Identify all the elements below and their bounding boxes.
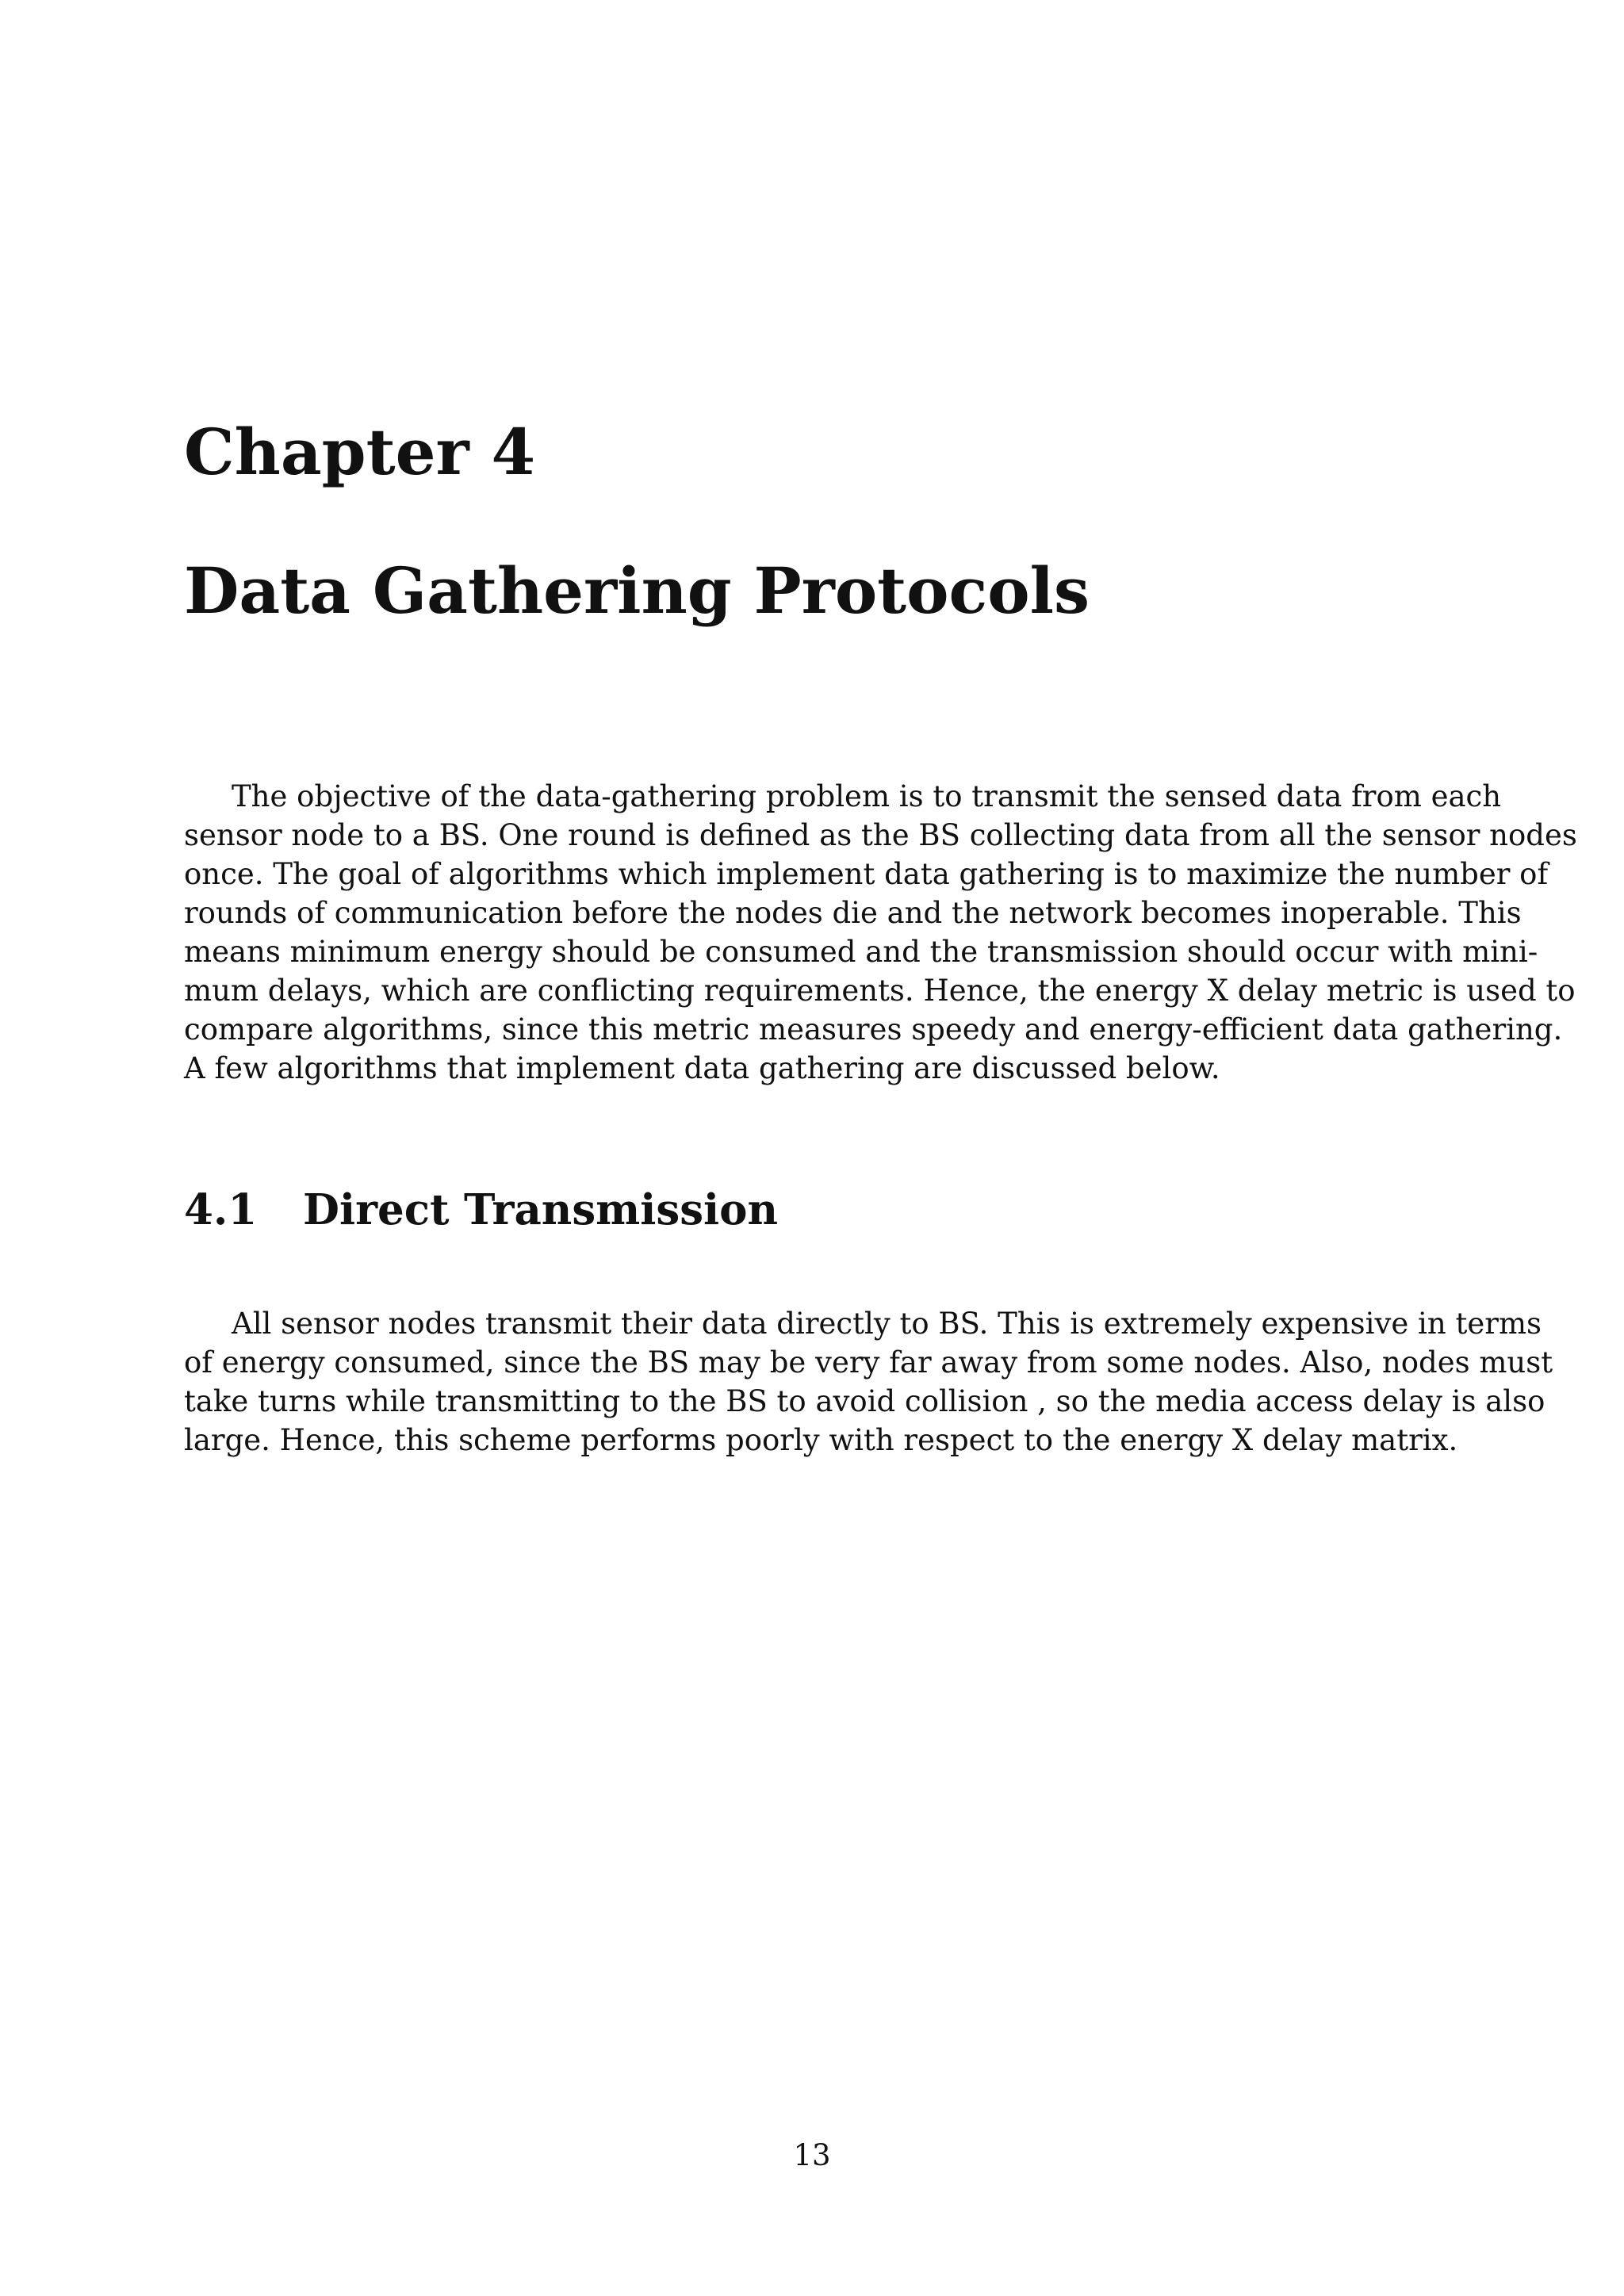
intro-line: rounds of communication before the nodes die and the network becomes inoperable. This — [184, 896, 1522, 930]
intro-line: sensor node to a BS. One round is defined as the BS collecting data from all the sensor nodes — [184, 818, 1577, 852]
intro-paragraph — [184, 777, 1577, 1088]
chapter-label: Chapter 4 — [184, 415, 536, 489]
section-title: Direct Transmission — [303, 1185, 779, 1234]
page-number: 13 — [793, 2138, 831, 2172]
intro-line: A few algorithms that implement data gathering are discussed below. — [184, 1051, 1220, 1085]
intro-line: compare algorithms, since this metric measures speedy and energy-efficient data gathering. — [184, 1012, 1563, 1047]
section-line: take turns while transmitting to the BS to avoid collision , so the media access delay is also — [184, 1384, 1545, 1418]
intro-line: means minimum energy should be consumed and the transmission should occur with mini- — [184, 935, 1538, 969]
intro-line: once. The goal of algorithms which implement data gathering is to maximize the number of — [184, 857, 1549, 891]
section-line: large. Hence, this scheme performs poorly with respect to the energy X delay matrix. — [184, 1423, 1458, 1457]
section-heading — [184, 1185, 779, 1234]
intro-line: mum delays, which are conflicting requirements. Hence, the energy X delay metric is used to — [184, 974, 1576, 1008]
section-line: of energy consumed, since the BS may be very far away from some nodes. Also, nodes must — [184, 1345, 1553, 1380]
section-paragraph — [184, 1304, 1553, 1460]
chapter-title: Data Gathering Protocols — [184, 553, 1090, 628]
section-line: All sensor nodes transmit their data directly to BS. This is extremely expensive in terms — [232, 1307, 1542, 1341]
intro-line: The objective of the data-gathering problem is to transmit the sensed data from each — [232, 779, 1502, 813]
section-number: 4.1 — [184, 1185, 258, 1234]
